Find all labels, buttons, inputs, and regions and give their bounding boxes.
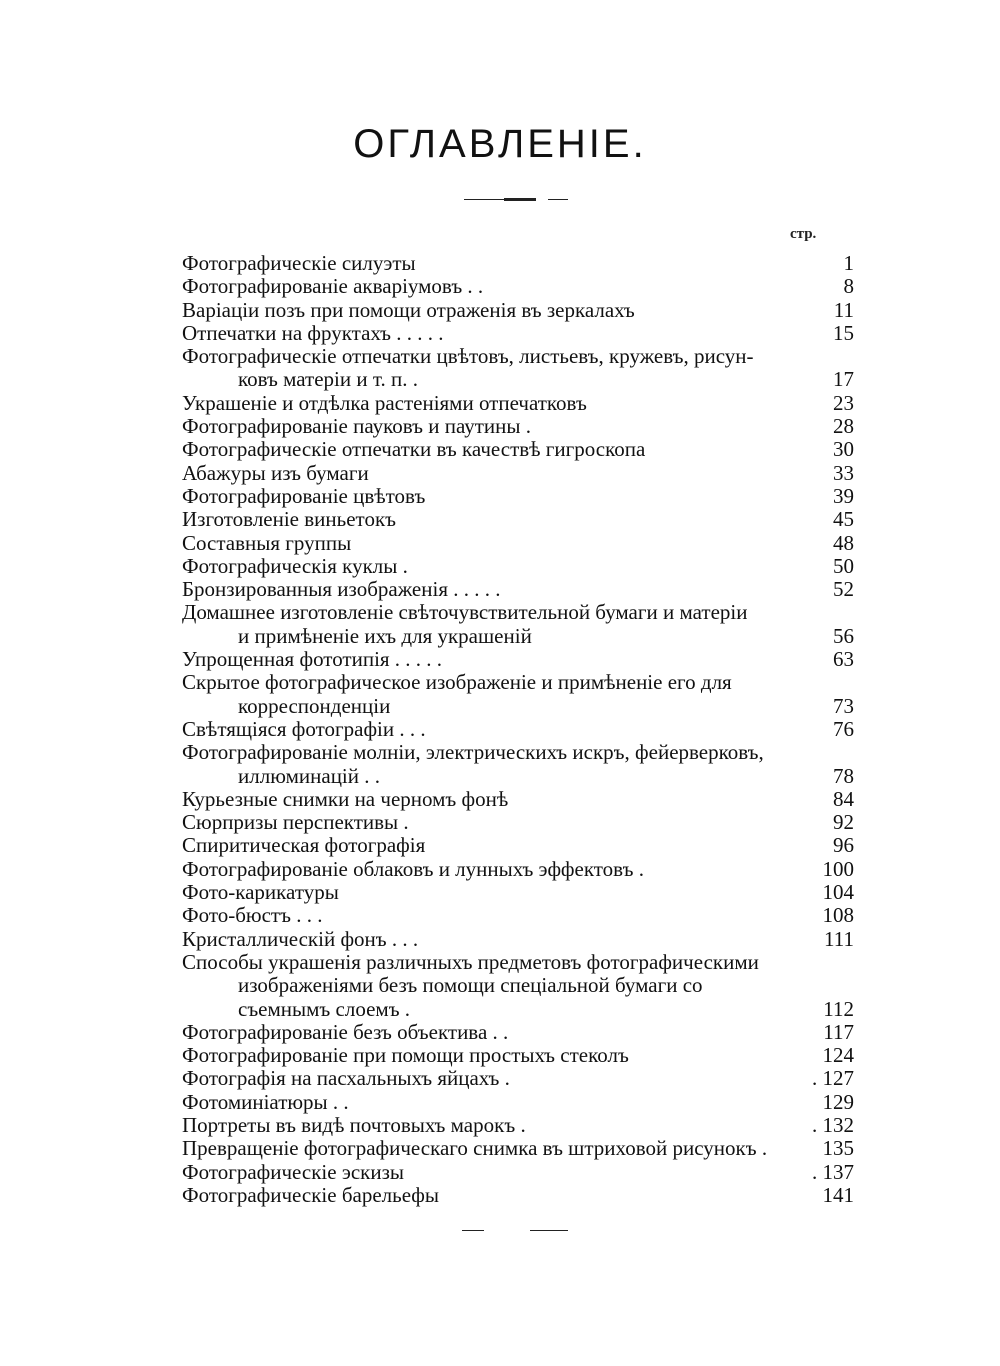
toc-entry	[182, 438, 854, 461]
toc-entry-continuation: и примѣненіе ихъ для украшеній	[238, 623, 532, 648]
toc-entry-page: 108	[822, 903, 854, 928]
toc-entry-page: 104	[822, 880, 854, 905]
toc-entry-page: 28	[833, 414, 854, 439]
toc-entry-title: Абажуры изъ бумаги	[182, 460, 369, 485]
toc-entry-title: Фотографированіе безъ объектива . .	[182, 1019, 509, 1044]
toc-entry	[182, 834, 854, 857]
toc-entry-title: Фото-карикатуры	[182, 880, 339, 905]
toc-entry	[182, 811, 854, 834]
table-of-contents	[182, 252, 854, 1207]
toc-entry-page: 1	[843, 251, 854, 275]
toc-entry-page: 76	[833, 716, 854, 741]
toc-entry-title: Превращеніе фотографическаго снимка въ штриховой рисунокъ .	[182, 1136, 768, 1161]
toc-entry-page: 11	[833, 297, 854, 322]
toc-entry-title: Фотоминіатюры . .	[182, 1089, 349, 1114]
toc-entry-title: Фотографическіе эскизы	[182, 1159, 405, 1184]
toc-entry	[182, 578, 854, 601]
toc-entry	[182, 1161, 854, 1184]
toc-entry-page: 100	[822, 856, 854, 881]
toc-entry-page: 84	[833, 786, 854, 811]
toc-entry	[182, 415, 854, 438]
end-ornament	[462, 1230, 484, 1231]
toc-entry	[182, 275, 854, 298]
toc-entry	[182, 299, 854, 322]
toc-entry	[182, 741, 854, 788]
toc-entry	[182, 1137, 854, 1160]
toc-entry-title: Кристаллическій фонъ . . .	[182, 926, 419, 951]
end-ornament	[530, 1230, 568, 1231]
page-column-label: стр.	[790, 226, 817, 242]
toc-entry	[182, 858, 854, 881]
toc-entry-title: Упрощенная фототипія . . . . .	[182, 647, 443, 672]
toc-entry-title: Фотографированіе молніи, электрическихъ искръ, фейерверковъ,	[182, 740, 764, 765]
toc-entry	[182, 788, 854, 811]
toc-entry-title: Фотографированіе при помощи простыхъ стеколъ	[182, 1043, 629, 1068]
toc-entry-page: . 132	[812, 1112, 854, 1137]
toc-entry-title: Сюрпризы перспективы .	[182, 810, 409, 835]
toc-entry-title: Фотографическіе силуэты	[182, 251, 416, 275]
toc-entry-title: Портреты въ видѣ почтовыхъ марокъ .	[182, 1112, 526, 1137]
toc-entry-page: 45	[833, 507, 854, 532]
toc-entry-title: Свѣтящіяся фотографіи . . .	[182, 716, 426, 741]
toc-entry-title: Фотографированіе акваріумовъ . .	[182, 274, 484, 299]
toc-entry-page: 30	[833, 437, 854, 462]
toc-entry-title: Отпечатки на фруктахъ . . . . .	[182, 320, 444, 345]
toc-entry-title: Фотографическіе барельефы	[182, 1182, 440, 1207]
toc-entry-page: 111	[824, 926, 854, 951]
toc-entry	[182, 1114, 854, 1137]
toc-entry-title: Фотографированіе облаковъ и лунныхъ эффектовъ .	[182, 856, 644, 881]
toc-entry-page: . 137	[812, 1159, 854, 1184]
toc-entry-continuation: корреспонденціи	[238, 693, 391, 718]
toc-entry	[182, 532, 854, 555]
toc-entry	[182, 1021, 854, 1044]
toc-entry-title: Курьезные снимки на черномъ фонѣ	[182, 786, 509, 811]
toc-entry	[182, 252, 854, 275]
toc-entry-page: 112	[823, 996, 854, 1021]
toc-entry-page: 135	[822, 1136, 854, 1161]
toc-entry-title: Изготовленіе виньетокъ	[182, 507, 397, 532]
title-ornament	[464, 199, 504, 200]
toc-entry-page: 50	[833, 553, 854, 578]
toc-entry	[182, 322, 854, 345]
toc-entry-title: Фотографированіе пауковъ и паутины .	[182, 414, 531, 439]
toc-entry	[182, 1091, 854, 1114]
toc-entry-title: Бронзированныя изображенія . . . . .	[182, 577, 501, 602]
toc-entry-page: 33	[833, 460, 854, 485]
toc-entry	[182, 928, 854, 951]
toc-entry-title: Фото-бюстъ . . .	[182, 903, 323, 928]
toc-entry-title: Спиритическая фотографія	[182, 833, 426, 858]
toc-entry-title: Фотографическіе отпечатки цвѣтовъ, листьевъ, кружевъ, рисун-	[182, 344, 754, 369]
toc-entry-page: 78	[833, 763, 854, 788]
toc-entry-page: 124	[822, 1043, 854, 1068]
toc-entry-page: 15	[833, 320, 854, 345]
toc-entry	[182, 881, 854, 904]
toc-entry-title: Способы украшенія различныхъ предметовъ фотографическими	[182, 949, 759, 974]
toc-entry-title: Скрытое фотографическое изображеніе и примѣненіе его для	[182, 670, 732, 695]
toc-entry-page: 129	[822, 1089, 854, 1114]
toc-entry	[182, 1067, 854, 1090]
toc-entry	[182, 601, 854, 648]
toc-entry-title: Фотографическія куклы .	[182, 553, 408, 578]
toc-entry-page: 117	[823, 1019, 854, 1044]
toc-entry	[182, 1184, 854, 1207]
toc-entry	[182, 392, 854, 415]
toc-entry	[182, 555, 854, 578]
toc-entry	[182, 904, 854, 927]
toc-entry-page: . 127	[812, 1066, 854, 1091]
toc-entry-continuation: ковъ матеріи и т. п. .	[238, 367, 418, 392]
toc-entry	[182, 345, 854, 392]
toc-entry-title: Фотографическіе отпечатки въ качествѣ гигроскопа	[182, 437, 646, 462]
toc-entry-page: 17	[833, 367, 854, 392]
toc-entry-title: Фотографія на пасхальныхъ яйцахъ .	[182, 1066, 510, 1091]
page-title: ОГЛАВЛЕНIЕ.	[353, 122, 647, 166]
toc-entry	[182, 462, 854, 485]
toc-entry	[182, 648, 854, 671]
toc-entry-continuation: съемнымъ слоемъ .	[238, 996, 411, 1021]
toc-entry-page: 52	[833, 577, 854, 602]
toc-entry	[182, 951, 854, 1021]
toc-entry-page: 63	[833, 647, 854, 672]
toc-entry	[182, 671, 854, 718]
toc-entry	[182, 718, 854, 741]
toc-entry-page: 48	[833, 530, 854, 555]
toc-entry-title: Домашнее изготовленіе свѣточувствительной бумаги и матеріи	[182, 600, 748, 625]
toc-entry-page: 23	[833, 390, 854, 415]
toc-entry-title: Фотографированіе цвѣтовъ	[182, 483, 426, 508]
toc-entry	[182, 508, 854, 531]
title-ornament	[548, 199, 568, 200]
toc-entry-continuation: изображеніями безъ помощи спеціальной бумаги со	[238, 973, 703, 998]
toc-entry-continuation: иллюминацій . .	[238, 763, 381, 788]
toc-entry-title: Варіаціи позъ при помощи отраженія въ зеркалахъ	[182, 297, 635, 322]
toc-entry	[182, 1044, 854, 1067]
toc-entry-page: 56	[833, 623, 854, 648]
toc-entry-page: 92	[833, 810, 854, 835]
toc-entry-page: 39	[833, 483, 854, 508]
toc-entry-page: 73	[833, 693, 854, 718]
toc-entry-page: 96	[833, 833, 854, 858]
toc-entry	[182, 485, 854, 508]
toc-entry-page: 141	[822, 1182, 854, 1207]
toc-entry-page: 8	[843, 274, 854, 299]
toc-entry-title: Украшеніе и отдѣлка растеніями отпечатковъ	[182, 390, 587, 415]
title-ornament	[504, 198, 536, 201]
toc-entry-title: Составныя группы	[182, 530, 352, 555]
